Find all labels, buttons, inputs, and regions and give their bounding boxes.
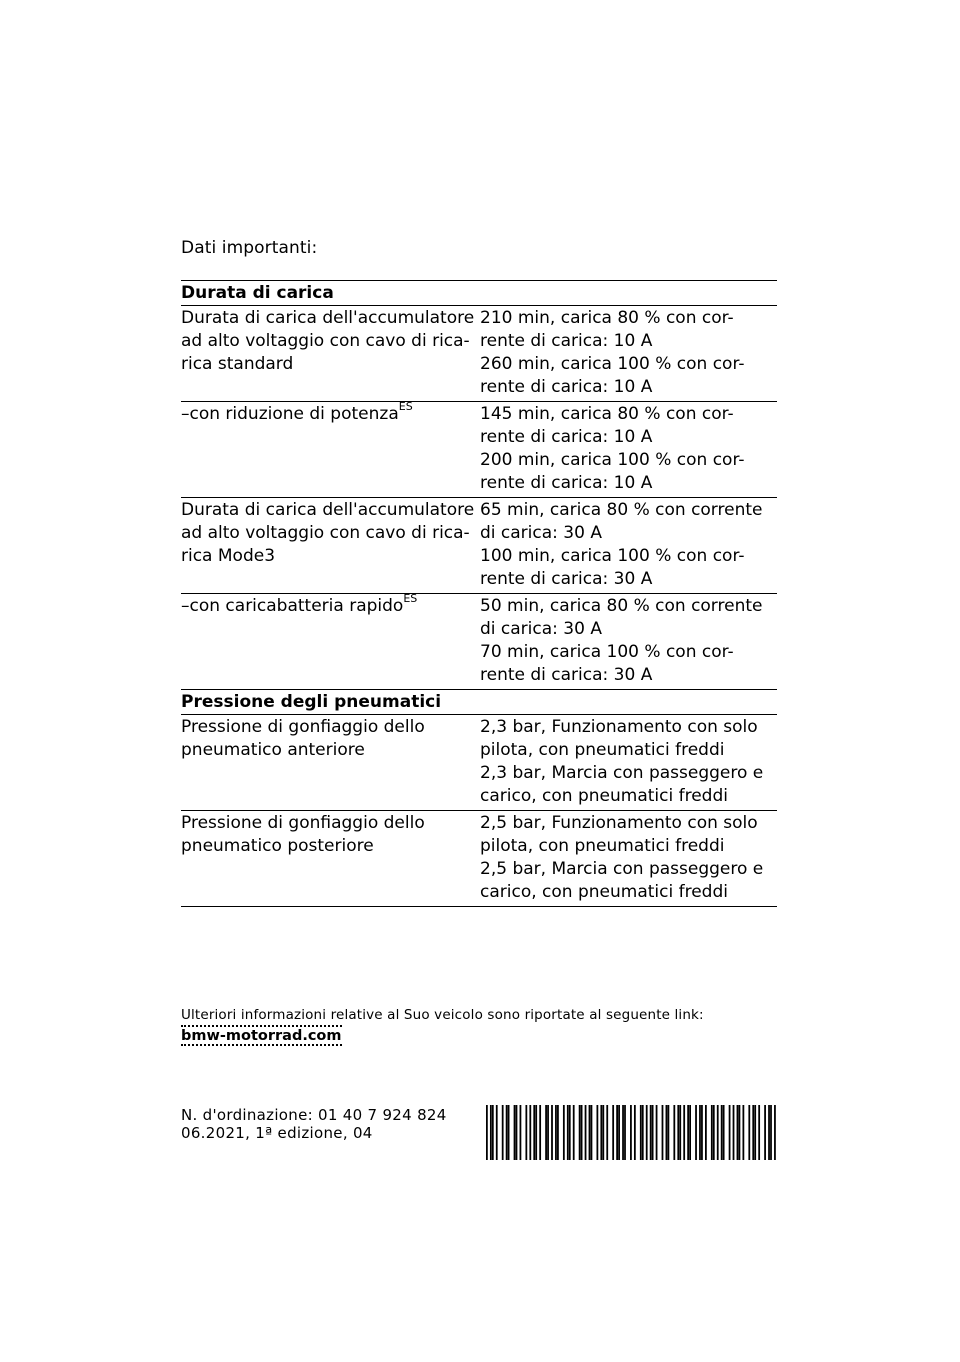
barcode-image <box>486 1105 778 1160</box>
row-value <box>480 812 777 904</box>
value-line: 260 min, carica 100 % con cor- <box>480 354 745 374</box>
barcode-bar <box>535 1105 537 1160</box>
barcode-bar <box>600 1105 602 1160</box>
page-heading: Dati importanti: <box>181 238 318 258</box>
barcode-bar <box>551 1105 553 1160</box>
barcode-bar <box>579 1105 581 1160</box>
section-title: Pressione degli pneumatici <box>181 692 442 712</box>
barcode-bar <box>589 1105 591 1160</box>
barcode-bar <box>677 1105 679 1160</box>
value-line: rente di carica: 10 A <box>480 377 653 397</box>
barcode-bar <box>742 1105 744 1160</box>
barcode-bar <box>508 1105 510 1160</box>
barcode-bar <box>752 1105 754 1160</box>
value-line: 200 min, carica 100 % con cor- <box>480 450 745 470</box>
value-line: 2,3 bar, Funzionamento con solo <box>480 717 758 737</box>
barcode-bar <box>557 1105 559 1160</box>
barcode-bar <box>687 1105 689 1160</box>
table-row <box>181 715 777 811</box>
label-line: pneumatico posteriore <box>181 836 374 856</box>
barcode-bar <box>618 1105 620 1160</box>
barcode-bar <box>525 1105 527 1160</box>
barcode-bar <box>529 1105 531 1160</box>
value-line: carico, con pneumatici freddi <box>480 786 728 806</box>
edition-info: 06.2021, 1ª edizione, 04 <box>181 1124 373 1142</box>
table-row <box>181 594 777 690</box>
barcode-bar <box>683 1105 685 1160</box>
value-line: 2,5 bar, Marcia con passeggero e <box>480 859 764 879</box>
value-line: rente di carica: 30 A <box>480 569 653 589</box>
value-line: 145 min, carica 80 % con cor- <box>480 404 734 424</box>
barcode-bar <box>640 1105 642 1160</box>
barcode-bar <box>668 1105 670 1160</box>
barcode-bar <box>739 1105 741 1160</box>
barcode-bar <box>748 1105 750 1160</box>
section-header-tyres <box>181 690 777 715</box>
barcode-bar <box>545 1105 547 1160</box>
row-value <box>480 403 777 495</box>
label-line: rica Mode3 <box>181 546 276 566</box>
order-number: N. d'ordinazione: 01 40 7 924 824 <box>181 1106 447 1124</box>
value-line: di carica: 30 A <box>480 619 602 639</box>
row-label <box>181 400 480 495</box>
table-row <box>181 811 777 907</box>
barcode-bar <box>646 1105 648 1160</box>
barcode-bar <box>514 1105 516 1160</box>
barcode-bar <box>506 1105 508 1160</box>
row-value <box>480 595 777 687</box>
barcode-bar <box>581 1105 583 1160</box>
barcode-bar <box>630 1105 632 1160</box>
row-label <box>181 592 480 687</box>
barcode-bar <box>679 1105 681 1160</box>
row-label <box>181 499 480 591</box>
barcode-bar <box>721 1105 723 1160</box>
value-line: 50 min, carica 80 % con corrente <box>480 596 763 616</box>
value-line: rente di carica: 10 A <box>480 427 653 447</box>
label-text: –con riduzione di potenza <box>181 404 399 424</box>
barcode-bar <box>758 1105 760 1160</box>
label-line: Durata di carica dell'accumulatore <box>181 500 475 520</box>
barcode-bar <box>774 1105 776 1160</box>
barcode-bar <box>695 1105 697 1160</box>
section-header-charging <box>181 281 777 306</box>
barcode-bar <box>563 1105 565 1160</box>
barcode-bar <box>547 1105 549 1160</box>
superscript: ES <box>398 400 413 414</box>
barcode-bar <box>486 1105 488 1160</box>
order-info <box>181 1106 447 1142</box>
value-line: carico, con pneumatici freddi <box>480 882 728 902</box>
value-line: pilota, con pneumatici freddi <box>480 836 725 856</box>
barcode-bar <box>652 1105 654 1160</box>
row-value <box>480 716 777 808</box>
barcode-bar <box>573 1105 575 1160</box>
value-line: di carica: 30 A <box>480 523 602 543</box>
value-line: 70 min, carica 100 % con cor- <box>480 642 734 662</box>
table-row <box>181 402 777 498</box>
row-value <box>480 499 777 591</box>
website-link[interactable]: bmw-motorrad.com <box>181 1025 342 1046</box>
barcode-bar <box>764 1105 766 1160</box>
specs-table <box>181 280 777 907</box>
barcode-bar <box>520 1105 522 1160</box>
section-title: Durata di carica <box>181 283 334 303</box>
barcode-bar <box>490 1105 492 1160</box>
table-row <box>181 306 777 402</box>
barcode-bar <box>585 1105 587 1160</box>
barcode-bar <box>673 1105 675 1160</box>
barcode-bar <box>602 1105 604 1160</box>
barcode-bar <box>650 1105 652 1160</box>
barcode-bar <box>662 1105 664 1160</box>
barcode-bar <box>516 1105 518 1160</box>
barcode-bar <box>591 1105 593 1160</box>
barcode-bar <box>622 1105 624 1160</box>
label-line: Pressione di gonfiaggio dello <box>181 813 425 833</box>
barcode-bar <box>624 1105 626 1160</box>
barcode-bar <box>768 1105 770 1160</box>
barcode-bar <box>770 1105 772 1160</box>
label-line: Pressione di gonfiaggio dello <box>181 717 425 737</box>
barcode-bar <box>729 1105 731 1160</box>
label-text: –con caricabatteria rapido <box>181 596 404 616</box>
barcode-bar <box>717 1105 719 1160</box>
barcode-bar <box>705 1105 707 1160</box>
value-line: 65 min, carica 80 % con corrente <box>480 500 763 520</box>
barcode-bar <box>567 1105 569 1160</box>
barcode-bar <box>701 1105 703 1160</box>
barcode-bar <box>606 1105 608 1160</box>
barcode-bar <box>569 1105 571 1160</box>
label-line: Durata di carica dell'accumulatore <box>181 308 475 328</box>
value-line: rente di carica: 10 A <box>480 473 653 493</box>
barcode-bar <box>754 1105 756 1160</box>
value-line: pilota, con pneumatici freddi <box>480 740 725 760</box>
barcode-bar <box>656 1105 658 1160</box>
barcode-bar <box>634 1105 636 1160</box>
row-label <box>181 307 480 399</box>
barcode-bar <box>612 1105 614 1160</box>
value-line: 210 min, carica 80 % con cor- <box>480 308 734 328</box>
barcode-bar <box>666 1105 668 1160</box>
footer-note: Ulteriori informazioni relative al Suo veicolo sono riportate al seguente link: <box>181 1007 704 1023</box>
barcode-bar <box>723 1105 725 1160</box>
table-row <box>181 498 777 594</box>
barcode-bar <box>737 1105 739 1160</box>
value-line: 2,5 bar, Funzionamento con solo <box>480 813 758 833</box>
row-label <box>181 812 480 904</box>
row-label <box>181 716 480 808</box>
value-line: rente di carica: 10 A <box>480 331 653 351</box>
barcode-bar <box>539 1105 541 1160</box>
barcode-bar <box>642 1105 644 1160</box>
barcode-bar <box>616 1105 618 1160</box>
barcode-bar <box>502 1105 504 1160</box>
value-line: 2,3 bar, Marcia con passeggero e <box>480 763 764 783</box>
label-line: ad alto voltaggio con cavo di rica- <box>181 331 470 351</box>
barcode-bar <box>492 1105 494 1160</box>
label-line: ad alto voltaggio con cavo di rica- <box>181 523 470 543</box>
barcode-bar <box>533 1105 535 1160</box>
barcode-bar <box>496 1105 498 1160</box>
barcode-bar <box>699 1105 701 1160</box>
label-line: pneumatico anteriore <box>181 740 365 760</box>
label-line: rica standard <box>181 354 294 374</box>
value-line: 100 min, carica 100 % con cor- <box>480 546 745 566</box>
superscript: ES <box>403 592 418 606</box>
barcode-bar <box>713 1105 715 1160</box>
barcode-bar <box>689 1105 691 1160</box>
barcode-bar <box>711 1105 713 1160</box>
barcode-bar <box>596 1105 598 1160</box>
value-line: rente di carica: 30 A <box>480 665 653 685</box>
row-value <box>480 307 777 399</box>
barcode-bar <box>555 1105 557 1160</box>
barcode-bar <box>733 1105 735 1160</box>
